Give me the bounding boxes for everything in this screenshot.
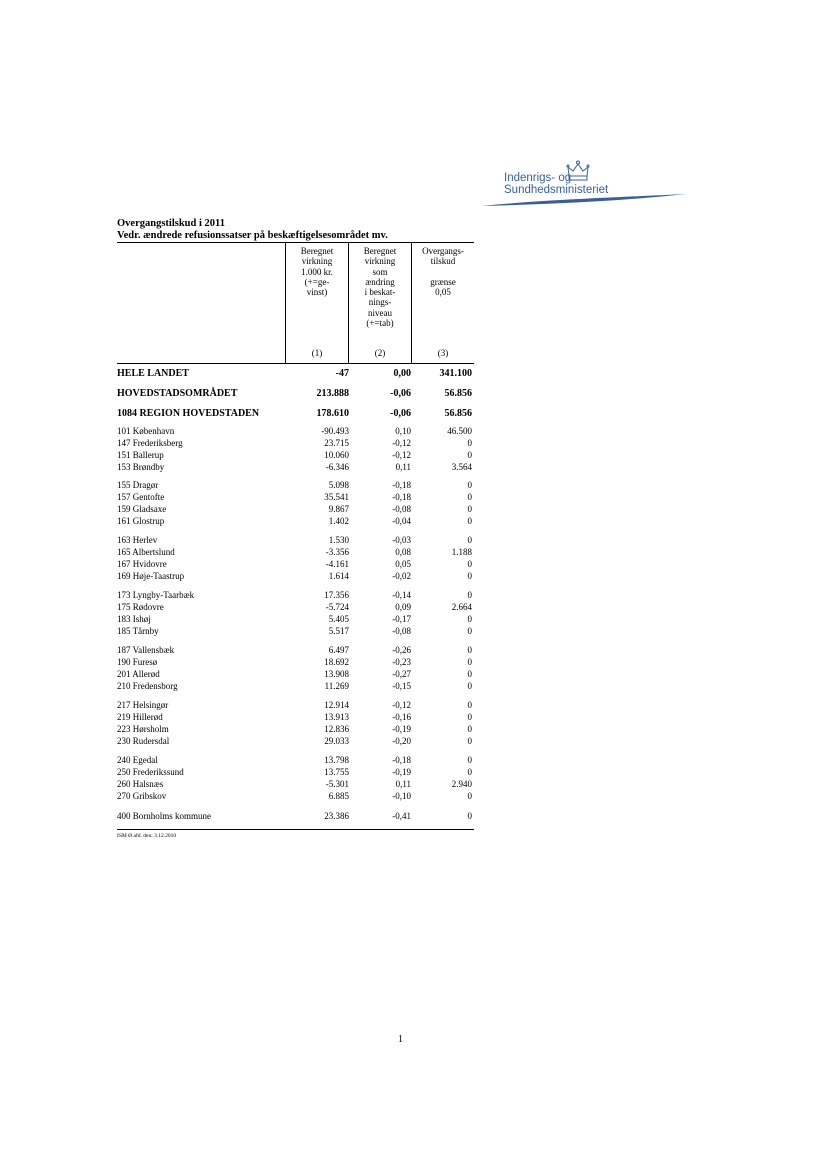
value-transition-grant: 0 [467,450,472,460]
value-transition-grant: 0 [467,438,472,448]
value-tax-change: -0,06 [390,388,411,399]
table-row [117,388,474,400]
document-title: Overgangstilskud i 2011 [117,218,225,229]
value-transition-grant: 0 [467,626,472,636]
value-tax-change: -0,10 [392,791,411,801]
value-tax-change: -0,12 [392,438,411,448]
municipality-name: 155 Dragør [117,480,159,490]
municipality-name: 400 Bornholms kommune [117,811,211,821]
value-tax-change: 0,09 [395,602,411,612]
municipality-name: 163 Herlev [117,535,158,545]
municipality-name: 165 Albertslund [117,547,175,557]
value-transition-grant: 0 [467,767,472,777]
value-effect: 178.610 [316,408,349,419]
municipality-name: 219 Hillerød [117,712,163,722]
value-effect: 5.405 [328,614,349,624]
value-tax-change: -0,03 [392,535,411,545]
value-transition-grant: 0 [467,724,472,734]
municipality-name: 159 Gladsaxe [117,504,167,514]
page-number: 1 [398,1034,403,1045]
value-tax-change: -0,16 [392,712,411,722]
table-row [117,437,474,449]
value-tax-change: 0,08 [395,547,411,557]
column-number: (3) [437,348,449,358]
value-transition-grant: 0 [467,657,472,667]
value-transition-grant: 0 [467,535,472,545]
value-effect: 23.715 [324,438,349,448]
municipality-name: 1084 REGION HOVEDSTADEN [117,408,260,419]
value-tax-change: 0,10 [395,426,411,436]
value-transition-grant: 0 [467,645,472,655]
value-transition-grant: 0 [467,504,472,514]
value-tax-change: 0,11 [395,779,411,789]
table-row [117,680,474,692]
column-header-line: i beskat- [364,287,396,298]
column-header-line: nings- [368,297,392,308]
column-header-line: virkning [301,256,333,267]
value-transition-grant: 2.940 [451,779,472,789]
table-header-rule [117,363,474,364]
column-header-line: som [372,266,388,277]
value-transition-grant: 0 [467,614,472,624]
municipality-name: 147 Frederiksberg [117,438,183,448]
column-header-line: virkning [364,256,396,267]
value-effect: 23.386 [324,811,349,821]
value-effect: 12.914 [324,700,349,710]
document-subtitle: Vedr. ændrede refusionssatser på beskæftigelsesområdet mv. [117,230,388,241]
value-effect: 6.497 [328,645,349,655]
value-transition-grant: 0 [467,669,472,679]
municipality-name: 270 Gribskov [117,791,167,801]
value-effect: -5.301 [325,779,349,789]
table-row [117,711,474,723]
logo-swoosh [482,184,692,208]
value-transition-grant: 56.856 [444,388,472,399]
table-row [117,601,474,613]
column-header-line: grænse [430,276,456,287]
municipality-name: 161 Glostrup [117,516,165,526]
table-row [117,408,474,420]
value-tax-change: -0,06 [390,408,411,419]
table-row [117,570,474,582]
value-tax-change: -0,19 [392,767,411,777]
value-effect: 17.356 [324,590,349,600]
municipality-name: 230 Rudersdal [117,736,170,746]
value-effect: 13.798 [324,755,349,765]
municipality-name: 187 Vallensbæk [117,645,175,655]
value-effect: 6.885 [328,791,349,801]
municipality-name: HOVEDSTADSOMRÅDET [117,388,238,399]
value-effect: 5.098 [328,480,349,490]
value-transition-grant: 0 [467,712,472,722]
value-transition-grant: 46.500 [447,426,472,436]
table-row [117,668,474,680]
table-row [117,754,474,766]
value-transition-grant: 0 [467,516,472,526]
municipality-name: 260 Halsnæs [117,779,164,789]
column-header-line: vinst) [306,287,328,298]
value-transition-grant: 0 [467,480,472,490]
value-effect: 29.033 [324,736,349,746]
column-header [286,246,348,297]
footnote: ISM Ø.afd. den: 3.12.2010 [117,833,177,839]
municipality-name: HELE LANDET [117,368,189,379]
value-tax-change: -0,08 [392,504,411,514]
value-transition-grant: 0 [467,811,472,821]
value-effect: -3.356 [325,547,349,557]
value-transition-grant: 0 [467,492,472,502]
value-transition-grant: 0 [467,791,472,801]
value-transition-grant: 1.188 [451,547,472,557]
municipality-name: 151 Ballerup [117,450,164,460]
municipality-name: 201 Allerød [117,669,160,679]
value-effect: 12.836 [324,724,349,734]
value-tax-change: -0,02 [392,571,411,581]
value-tax-change: 0,00 [393,368,411,379]
municipality-name: 240 Egedal [117,755,158,765]
logo-line-1: Indenrigs- og [504,172,572,184]
value-effect: -4.161 [325,559,349,569]
column-header-line: Beregnet [363,246,397,256]
municipality-name: 101 København [117,426,175,436]
municipality-name: 167 Hvidovre [117,559,167,569]
column-header-line: (+=ge- [304,276,330,287]
value-tax-change: -0,23 [392,657,411,667]
column-header-line: 1.000 kr. [301,266,333,277]
value-effect: 1.402 [328,516,349,526]
column-header-line: ændring [365,276,395,287]
column-header-line: 0,05 [435,287,451,298]
table-row [117,425,474,437]
value-tax-change: -0,19 [392,724,411,734]
value-tax-change: -0,27 [392,669,411,679]
value-effect: 213.888 [316,388,349,399]
value-effect: -5.724 [325,602,349,612]
table-row [117,699,474,711]
value-tax-change: -0,18 [392,480,411,490]
value-effect: -47 [335,368,349,379]
value-effect: 10.060 [324,450,349,460]
column-header-line: tilskud [430,256,456,267]
value-effect: -90.493 [321,426,349,436]
column-header [349,246,411,328]
value-transition-grant: 0 [467,571,472,581]
column-header-line: niveau [368,307,392,318]
value-tax-change: -0,14 [392,590,411,600]
value-transition-grant: 0 [467,736,472,746]
column-header [412,246,474,297]
value-tax-change: -0,12 [392,450,411,460]
value-transition-grant: 2.664 [451,602,472,612]
value-tax-change: -0,20 [392,736,411,746]
table-row [117,656,474,668]
value-effect: -6.346 [325,462,349,472]
table-row [117,515,474,527]
table-row [117,558,474,570]
table-row [117,479,474,491]
logo-line-2: Sundhedsministeriet [504,184,609,196]
table-row [117,735,474,747]
municipality-name: 190 Furesø [117,657,158,667]
value-tax-change: -0,04 [392,516,411,526]
municipality-name: 153 Brøndby [117,462,165,472]
value-effect: 13.913 [324,712,349,722]
table-row [117,449,474,461]
municipality-name: 185 Tårnby [117,626,159,636]
table-row [117,503,474,515]
municipality-name: 210 Fredensborg [117,681,178,691]
municipality-name: 250 Frederikssund [117,767,184,777]
value-transition-grant: 0 [467,755,472,765]
table-row [117,491,474,503]
table-row [117,613,474,625]
value-effect: 35.541 [324,492,349,502]
table-row [117,644,474,656]
ministry-logo [482,158,692,214]
column-header-line: Beregnet [300,246,334,256]
table-row [117,723,474,735]
table-row [117,778,474,790]
value-tax-change: -0,17 [392,614,411,624]
table-row [117,810,474,822]
value-tax-change: -0,08 [392,626,411,636]
municipality-name: 157 Gentofte [117,492,165,502]
value-effect: 11.269 [324,681,349,691]
municipality-name: 173 Lyngby-Taarbæk [117,590,195,600]
table-row [117,790,474,802]
column-header-line: (+=tab) [366,318,394,329]
value-effect: 1.530 [328,535,349,545]
value-tax-change: -0,18 [392,755,411,765]
table-row [117,589,474,601]
value-tax-change: -0,12 [392,700,411,710]
table-row [117,625,474,637]
value-tax-change: -0,18 [392,492,411,502]
municipality-name: 217 Helsingør [117,700,169,710]
value-tax-change: -0,26 [392,645,411,655]
value-transition-grant: 341.100 [439,368,472,379]
column-number: (2) [374,348,386,358]
value-tax-change: 0,05 [395,559,411,569]
value-tax-change: -0,41 [392,811,411,821]
value-effect: 1.614 [328,571,349,581]
table-row [117,766,474,778]
value-transition-grant: 0 [467,681,472,691]
value-effect: 13.908 [324,669,349,679]
table-top-rule [117,242,474,243]
value-effect: 13.755 [324,767,349,777]
table-bottom-rule [117,829,474,830]
table-row [117,546,474,558]
column-number: (1) [311,348,323,358]
value-transition-grant: 3.564 [451,462,472,472]
value-effect: 9.867 [328,504,349,514]
municipality-name: 169 Høje-Taastrup [117,571,185,581]
value-transition-grant: 0 [467,700,472,710]
value-transition-grant: 0 [467,590,472,600]
municipality-name: 223 Hørsholm [117,724,169,734]
municipality-name: 175 Rødovre [117,602,164,612]
table-row [117,368,474,380]
value-transition-grant: 0 [467,559,472,569]
value-tax-change: -0,15 [392,681,411,691]
column-header-line [412,267,474,277]
value-tax-change: 0,11 [395,462,411,472]
value-transition-grant: 56.856 [444,408,472,419]
table-row [117,461,474,473]
column-header-line: Overgangs- [422,246,464,256]
table-row [117,534,474,546]
value-effect: 18.692 [324,657,349,667]
municipality-name: 183 Ishøj [117,614,151,624]
value-effect: 5.517 [328,626,349,636]
